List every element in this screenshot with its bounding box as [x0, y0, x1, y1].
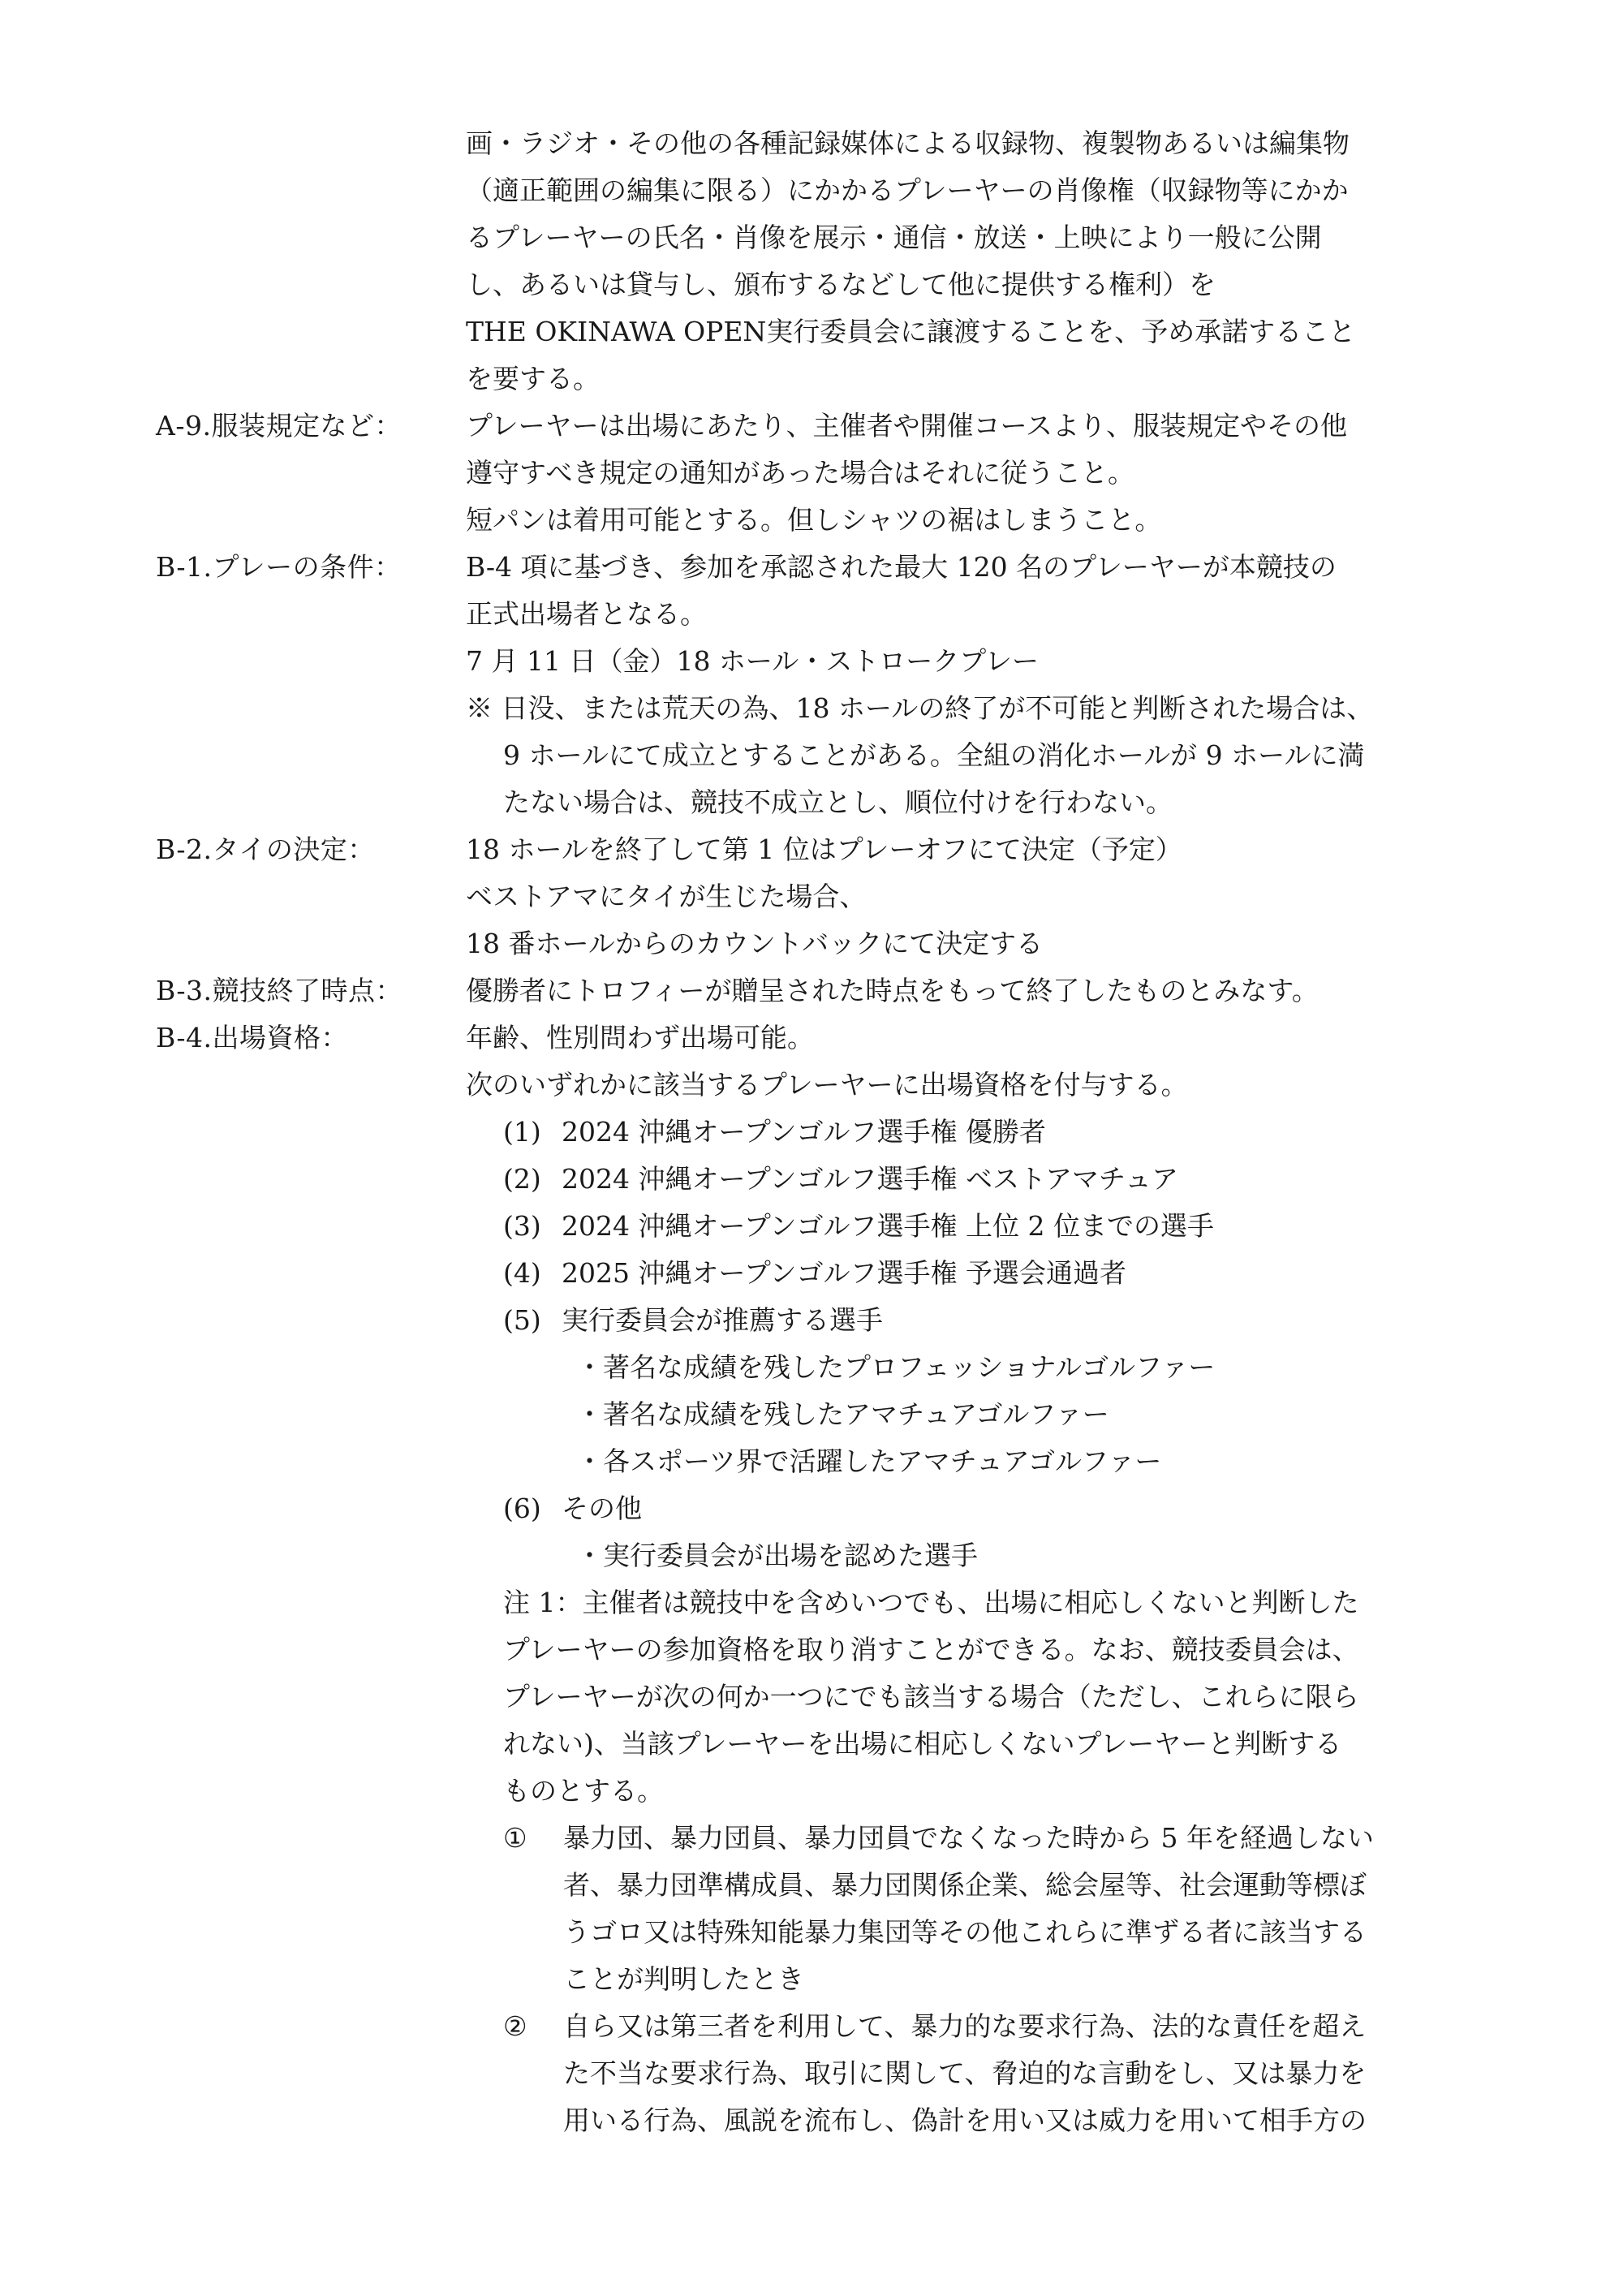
circled-item-1 [0, 1815, 1623, 2003]
section-label: A-9.服装規定など： [156, 410, 402, 442]
text-line: 年齢、性別問わず出場可能。 [466, 1022, 814, 1053]
list-item [503, 1250, 1623, 1297]
text-line: るプレーヤーの氏名・肖像を展示・通信・放送・上映により一般に公開 [466, 222, 1322, 253]
circled-line: ことが判明したとき [563, 1963, 804, 1995]
section-b3 [0, 967, 1623, 1014]
circled-line: た不当な要求行為、取引に関して、脅迫的な言動をし、又は暴力を [563, 2057, 1367, 2089]
section-label: B-2.タイの決定： [156, 834, 375, 865]
list-item-number: (2) [503, 1163, 541, 1195]
text-line: 正式出場者となる。 [466, 598, 707, 630]
text-line: B-4 項に基づき、参加を承認された最大 120 名のプレーヤーが本競技の [466, 551, 1337, 583]
list-item-number: (6) [503, 1493, 541, 1524]
list-item [503, 1203, 1623, 1250]
text-line: 遵守すべき規定の通知があった場合はそれに従うこと。 [466, 457, 1135, 489]
sub-list-item: ・各スポーツ界で活躍したアマチュアゴルファー [576, 1445, 1162, 1477]
text-line: 画・ラジオ・その他の各種記録媒体による収録物、複製物あるいは編集物 [466, 127, 1350, 159]
text-line: 次のいずれかに該当するプレーヤーに出場資格を付与する。 [466, 1069, 1188, 1101]
section-b2 [0, 826, 1623, 967]
circled-text: 自ら又は第三者を利用して、暴力的な要求行為、法的な責任を超え [563, 2010, 1367, 2042]
section-b1 [0, 544, 1623, 826]
note-1 [0, 1579, 1623, 1815]
list-item-text: 2024 沖縄オープンゴルフ選手権 上位 2 位までの選手 [562, 1210, 1214, 1242]
note-line: たない場合は、競技不成立とし、順位付けを行わない。 [503, 786, 1173, 818]
text-line: 18 番ホールからのカウントバックにて決定する [466, 928, 1044, 959]
text-line: 短パンは着用可能とする。但しシャツの裾はしまうこと。 [466, 504, 1162, 536]
intro-paragraph [0, 120, 1623, 403]
text-line: 優勝者にトロフィーが贈呈された時点をもって終了したものとみなす。 [466, 975, 1319, 1006]
circled-item-2 [0, 2003, 1623, 2144]
note-line: 注 1：主催者は競技中を含めいつでも、出場に相応しくないと判断した [503, 1587, 1359, 1618]
section-a9 [0, 403, 1623, 544]
text-line: ※ 日没、または荒天の為、18 ホールの終了が不可能と判断された場合は、 [466, 692, 1374, 724]
list-item-text: 実行委員会が推薦する選手 [562, 1304, 883, 1336]
sub-list-item: ・実行委員会が出場を認めた選手 [576, 1540, 978, 1571]
circled-line: 者、暴力団準構成員、暴力団関係企業、総会屋等、社会運動等標ぼ [563, 1869, 1367, 1901]
text-line: ベストアマにタイが生じた場合、 [466, 881, 867, 912]
list-item-number: (4) [503, 1257, 541, 1289]
list-item-text: 2024 沖縄オープンゴルフ選手権 ベストアマチュア [562, 1163, 1179, 1195]
text-line: （適正範囲の編集に限る）にかかるプレーヤーの肖像権（収録物等にかか [466, 174, 1349, 206]
note-line: プレーヤーの参加資格を取り消すことができる。なお、競技委員会は、 [503, 1634, 1359, 1665]
note-line: プレーヤーが次の何か一つにでも該当する場合（ただし、これらに限ら [503, 1681, 1359, 1712]
text-line: し、あるいは貸与し、頒布するなどして他に提供する権利）を [466, 269, 1216, 300]
circled-line [503, 2003, 1623, 2050]
section-label: B-3.競技終了時点： [156, 975, 403, 1006]
list-item-number: (3) [503, 1210, 541, 1242]
list-item [503, 1156, 1623, 1203]
note-line: 9 ホールにて成立とすることがある。全組の消化ホールが 9 ホールに満 [503, 739, 1365, 771]
text-line: プレーヤーは出場にあたり、主催者や開催コースより、服装規定やその他 [466, 410, 1348, 442]
circled-number: ① [503, 1822, 527, 1854]
circled-line: 用いる行為、風説を流布し、偽計を用い又は威力を用いて相手方の [563, 2104, 1367, 2136]
sub-list-item: ・著名な成績を残したプロフェッショナルゴルファー [576, 1351, 1216, 1383]
circled-line: うゴロ又は特殊知能暴力集団等その他これらに準ずる者に該当する [563, 1916, 1367, 1948]
text-line: THE OKINAWA OPEN実行委員会に譲渡することを、予め承諾すること [466, 316, 1356, 347]
section-label: B-4.出場資格： [156, 1022, 348, 1053]
document-body [0, 120, 1623, 2144]
circled-line [503, 1815, 1623, 1862]
section-b4 [0, 1014, 1623, 2144]
sub-list-item: ・著名な成績を残したアマチュアゴルファー [576, 1398, 1109, 1430]
note-line: ものとする。 [503, 1775, 664, 1807]
list-item-number: (1) [503, 1116, 541, 1148]
list-item [503, 1485, 1623, 1532]
text-line: を要する。 [466, 363, 600, 394]
circled-text: 暴力団、暴力団員、暴力団員でなくなった時から 5 年を経過しない [563, 1822, 1374, 1854]
section-label: B-1.プレーの条件： [156, 551, 402, 583]
text-line: 7 月 11 日（金）18 ホール・ストロークプレー [466, 645, 1039, 677]
note-line: れない)、当該プレーヤーを出場に相応しくないプレーヤーと判断する [503, 1728, 1342, 1760]
list-item-text: 2025 沖縄オープンゴルフ選手権 予選会通過者 [562, 1257, 1126, 1289]
list-item [503, 1109, 1623, 1156]
list-item-text: その他 [562, 1493, 642, 1524]
list-item-text: 2024 沖縄オープンゴルフ選手権 優勝者 [562, 1116, 1046, 1148]
text-line: 18 ホールを終了して第 1 位はプレーオフにて決定（予定） [466, 834, 1182, 865]
list-item [503, 1297, 1623, 1344]
list-item-number: (5) [503, 1304, 541, 1336]
circled-number: ② [503, 2010, 527, 2042]
